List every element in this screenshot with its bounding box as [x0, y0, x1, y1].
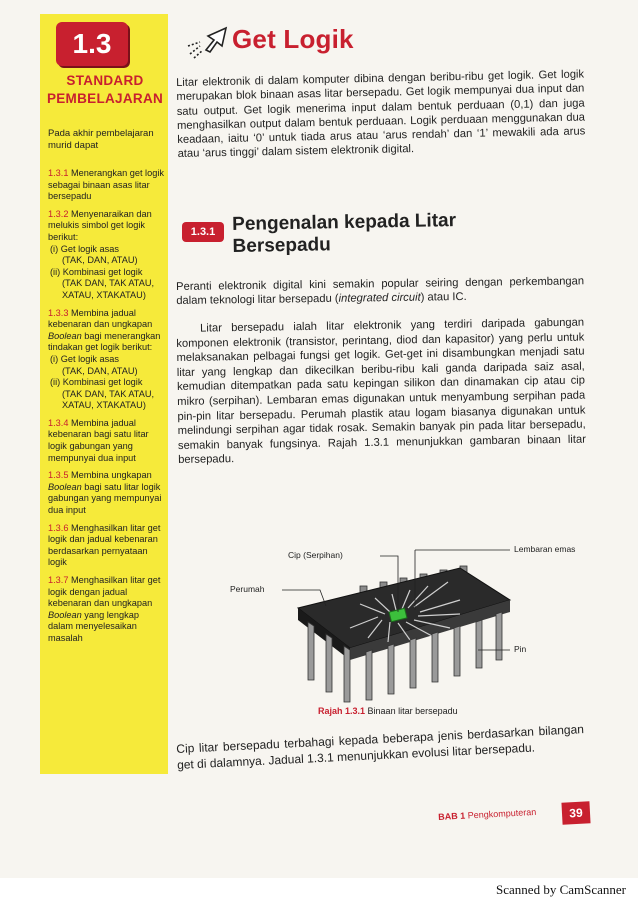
- section-number-badge: 1.3: [56, 22, 128, 66]
- label-gold-sheet: Lembaran emas: [514, 544, 576, 554]
- objective-item: 1.3.4 Membina jadual kebenaran bagi satu litar logik gabungan yang mempunyai dua input: [48, 417, 149, 463]
- closing-paragraph: Cip litar bersepadu terbahagi kepada beberapa jenis berdasarkan bilangan get di dalamnya. Jadual 1.3.1 menunjukkan evolusi litar bersepadu.: [176, 722, 585, 772]
- scanner-watermark: Scanned by CamScanner: [496, 882, 626, 897]
- intro-paragraph: Litar elektronik di dalam komputer dibina dengan beribu-ribu get logik. Get logik merupakan blok binaan asas litar bersepadu. Get logik mempunyai dua input dan satu output. Get logik menerima input dalam bentuk perduaan (0,1) dan juga menghasilkan output dalam bentuk perduaan. Logik perduaan menggunakan dua keadaan, iaitu ‘0’ untuk tiada arus atau ‘arus rendah’ dan ‘1’ mewakili ada arus atau ‘arus tinggi’ dalam sistem elektronik digital.: [176, 68, 586, 161]
- cursor-arrow-icon: [186, 24, 232, 60]
- objective-list: [48, 168, 166, 651]
- figure-caption: Rajah 1.3.1 Binaan litar bersepadu: [318, 706, 458, 716]
- learning-standard-intro: Pada akhir pembelajaran murid dapat: [48, 128, 154, 151]
- learning-standard-title: STANDARD PEMBELAJARAN: [46, 73, 164, 106]
- ic-intro-paragraph: Peranti elektronik digital kini semakin popular seiring dengan perkembangan dalam teknologi litar bersepadu (integrated circuit) atau IC.: [176, 275, 585, 308]
- objective-item: 1.3.3 Membina jadual kebenaran dan ungkapan Boolean bagi menerangkan tindakan get logik berikut: (i) Get logik asas (TAK, DAN, ATAU) (ii) Kombinasi get logik (TAK DAN, TAK ATAU, XATAU, XTAKATAU): [48, 307, 161, 411]
- page-number: 39: [561, 801, 590, 824]
- label-pin: Pin: [514, 644, 527, 654]
- ic-description-paragraph: Litar bersepadu ialah litar elektronik yang terdiri daripada gabungan komponen elektronik (transistor, perintang, diod dan kapasitor) yang perlu untuk melaksanakan pelbagai fungsi get logik. Get-get ini disambungkan menjadi satu litar yang lengkap dan dikecilkan beribu-ribu kali ganda daripada saiz asal, kemudian ditempatkan pada satu kepingan silikon dan dinamakan cip atau cip mikro (serpihan). Lembaran emas digunakan untuk menyambung serpihan pada pin-pin litar bersepadu. Perumah plastik atau logam biasanya digunakan untuk melindungi serpihan agar tidak rosak. Semakin banyak pin pada litar bersepadu, semakin banyak fungsinya. Rajah 1.3.1 menunjukkan gambaran binaan litar bersepadu.: [176, 316, 586, 467]
- label-chip: Cip (Serpihan): [288, 550, 343, 560]
- subsection-title: Pengenalan kepada Litar Bersepadu: [232, 210, 457, 257]
- objective-item: 1.3.1 Menerangkan get logik sebagai binaan asas litar bersepadu: [48, 168, 164, 202]
- label-housing: Perumah: [230, 584, 265, 594]
- objective-item: 1.3.2 Menyenaraikan dan melukis simbol get logik berikut: (i) Get logik asas (TAK, DAN, ATAU) (ii) Kombinasi get logik (TAK DAN, TAK ATAU, XATAU, XTAKATAU): [48, 208, 155, 300]
- scanner-watermark-bar: [0, 878, 638, 903]
- subsection-number-badge: 1.3.1: [182, 222, 224, 242]
- section-title: Get Logik: [232, 24, 354, 54]
- ic-chip-illustration: [210, 530, 590, 720]
- objective-item: 1.3.6 Menghasilkan litar get logik dan jadual kebenaran berdasarkan pernyataan logik: [48, 522, 161, 568]
- chapter-footer: BAB 1 Pengkomputeran: [438, 806, 537, 822]
- objective-item: 1.3.7 Menghasilkan litar get logik dengan jadual kebenaran dan ungkapan Boolean yang lengkap dalam menyelesaikan masalah: [48, 575, 161, 643]
- objective-item: 1.3.5 Membina ungkapan Boolean bagi satu litar logik gabungan yang mempunyai dua input: [48, 470, 162, 516]
- ic-structure-figure: [210, 530, 590, 720]
